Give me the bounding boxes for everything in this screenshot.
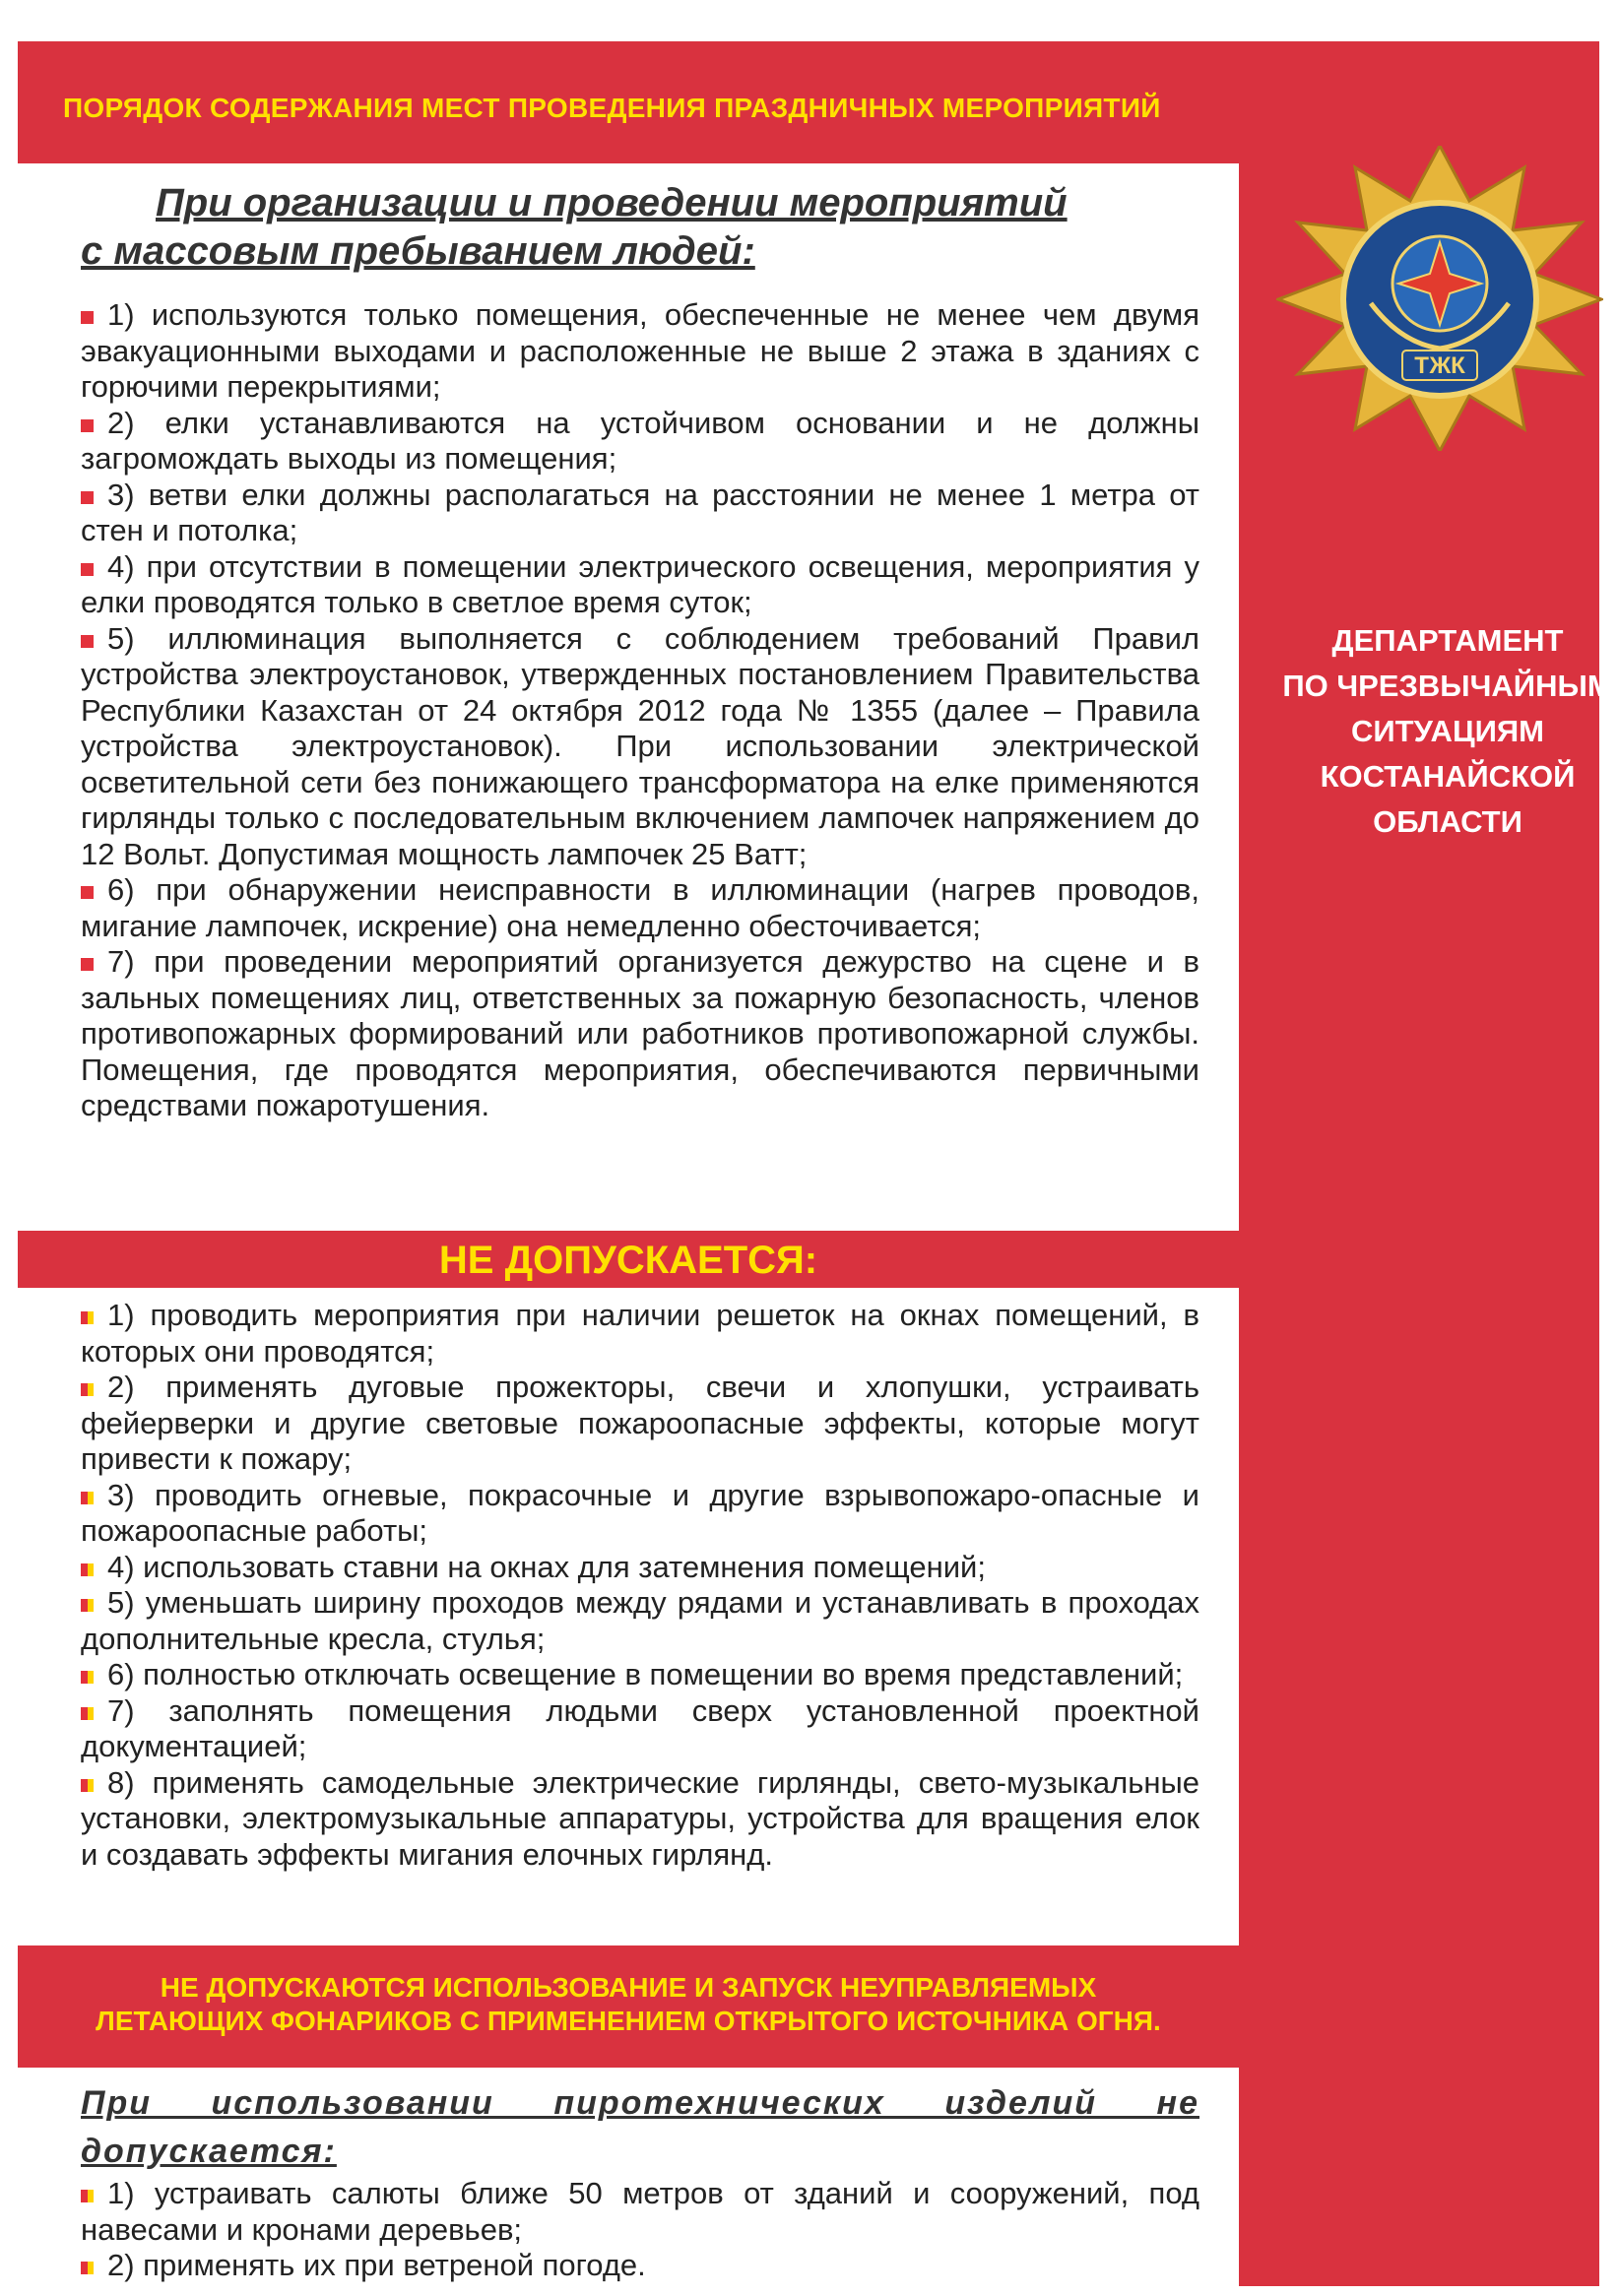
bullet-icon <box>81 635 94 648</box>
list-item: 5) иллюминация выполняется с соблюдением требований Правил устройства электроустановок, утвержденных постановлением Правительства Республики Казахстан от 24 октября 2012 года № 1355 (далее – Правила устройства электроустановок). При использовании электрической осветительной сети без понижающего трансформатора на елке применяются гирлянды только с последовательным включением лампочек напряжением до 12 Вольт. Допустимая мощность лампочек 25 Ватт; <box>81 620 1199 871</box>
lantern-warning-line2: ЛЕТАЮЩИХ ФОНАРИКОВ С ПРИМЕНЕНИЕМ ОТКРЫТОГО ИСТОЧНИКА ОГНЯ. <box>96 2006 1161 2036</box>
list-item: 8) применять самодельные электрические гирлянды, свето-музыкальные установки, электромузыкальные аппаратуры, устройства для вращения елок и создавать эффекты мигания елочных гирлянд. <box>81 1764 1199 1872</box>
lantern-warning-line1: НЕ ДОПУСКАЮТСЯ ИСПОЛЬЗОВАНИЕ И ЗАПУСК НЕУПРАВЛЯЕМЫХ <box>160 1972 1097 2003</box>
list-item: 3) проводить огневые, покрасочные и другие взрывопожаро-опасные и пожароопасные работы; <box>81 1477 1199 1548</box>
bullet-icon <box>81 563 94 576</box>
list-item: 2) применять дуговые прожекторы, свечи и хлопушки, устраивать фейерверки и другие световые пожароопасные эффекты, которые могут привести к пожару; <box>81 1370 1199 1476</box>
bullet-icon <box>81 1599 94 1612</box>
rules-content <box>81 179 1199 1124</box>
bullet-icon <box>81 1383 94 1396</box>
bullet-icon <box>81 2190 94 2202</box>
list-item: 1) устраивать салюты ближе 50 метров от зданий и сооружений, под навесами и кронами деревьев; <box>81 2176 1199 2247</box>
list-item: 2) применять их при ветреной погоде. <box>81 2248 1199 2284</box>
department-line: ДЕПАРТАМЕНТ <box>1331 623 1564 658</box>
lantern-warning <box>18 1971 1239 2038</box>
bullet-icon <box>81 1707 94 1720</box>
list-item: 6) при обнаружении неисправности в иллюминации (нагрев проводов, мигание лампочек, искрение) она немедленно обесточивается; <box>81 872 1199 943</box>
bullet-icon <box>81 311 94 324</box>
list-item: 4) использовать ставни на окнах для затемнения помещений; <box>81 1550 1199 1586</box>
bullet-icon <box>81 1311 94 1324</box>
bullet-icon <box>81 491 94 504</box>
list-item: 2) елки устанавливаются на устойчивом основании и не должны загромождать выходы из помещения; <box>81 405 1199 476</box>
bullet-icon <box>81 958 94 971</box>
department-line: ОБЛАСТИ <box>1373 804 1522 839</box>
list-item: 3) ветви елки должны располагаться на расстоянии не менее 1 метра от стен и потолка; <box>81 477 1199 547</box>
bullet-icon <box>81 2262 94 2274</box>
bullet-icon <box>81 886 94 899</box>
prohibited-content <box>81 1298 1199 1873</box>
department-line: СИТУАЦИЯМ <box>1351 714 1544 748</box>
list-item: 5) уменьшать ширину проходов между рядами и устанавливать в проходах дополнительные кресла, стулья; <box>81 1585 1199 1656</box>
department-name <box>1261 618 1619 845</box>
pyrotechnics-heading: При использовании пиротехнических изделий не допускается: <box>81 2084 1199 2170</box>
page-title: ПОРЯДОК СОДЕРЖАНИЯ МЕСТ ПРОВЕДЕНИЯ ПРАЗДНИЧНЫХ МЕРОПРИЯТИЙ <box>63 93 1161 123</box>
bullet-icon <box>81 1492 94 1504</box>
bullet-icon <box>81 1779 94 1792</box>
bullet-icon <box>81 1563 94 1576</box>
department-line: КОСТАНАЙСКОЙ <box>1320 759 1576 794</box>
list-item: 6) полностью отключать освещение в помещении во время представлений; <box>81 1657 1199 1693</box>
list-item: 7) при проведении мероприятий организуется дежурство на сцене и в зальных помещениях лиц, ответственных за пожарную безопасность, членов противопожарных формирований или работников противопожарной службы. Помещения, где проводятся мероприятия, обеспечиваются первичными средствами пожаротушения. <box>81 944 1199 1122</box>
emergency-committee-emblem-icon <box>1276 146 1603 451</box>
rules-heading-line1: При организации и проведении мероприятий <box>156 181 1068 224</box>
list-item: 1) используются только помещения, обеспеченные не менее чем двумя эвакуационными выходами и расположенные не выше 2 этажа в зданиях с горючими перекрытиями; <box>81 297 1199 404</box>
department-line: ПО ЧРЕЗВЫЧАЙНЫМ <box>1282 669 1613 703</box>
emblem-abbreviation: ТЖК <box>1414 352 1465 379</box>
bullet-icon <box>81 419 94 432</box>
prohibited-title: НЕ ДОПУСКАЕТСЯ: <box>438 1239 818 1282</box>
list-item: 7) заполнять помещения людьми сверх установленной проектной документацией; <box>81 1692 1199 1763</box>
rules-heading-line2: с массовым пребыванием людей: <box>81 229 755 273</box>
list-item: 4) при отсутствии в помещении электрического освещения, мероприятия у елки проводятся только в светлое время суток; <box>81 548 1199 619</box>
bullet-icon <box>81 1671 94 1684</box>
pyrotechnics-content <box>81 2079 1199 2284</box>
list-item: 1) проводить мероприятия при наличии решеток на окнах помещений, в которых они проводятся; <box>81 1298 1199 1369</box>
